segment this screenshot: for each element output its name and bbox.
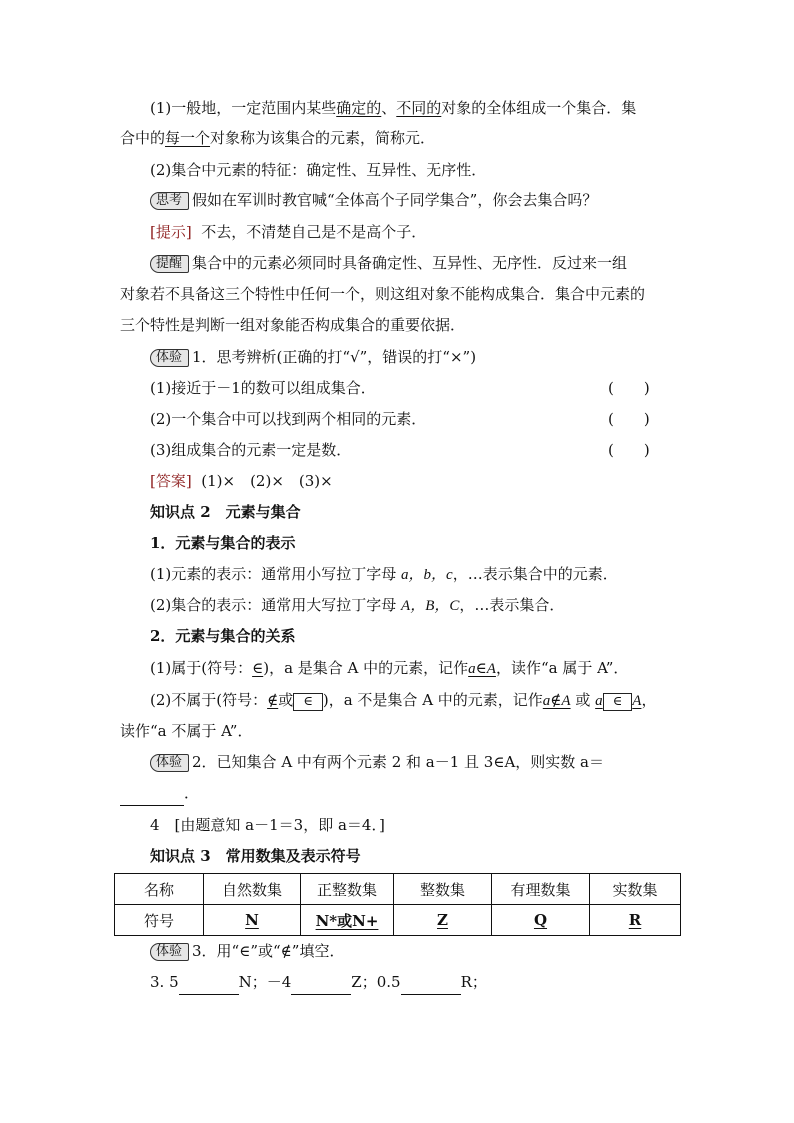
- hint-line: [150, 222, 426, 242]
- text: 合中的: [120, 129, 166, 147]
- exercise-3-text: 3．用“∈”或“∉”填空．: [192, 942, 345, 960]
- answer-parentheses: ( ): [608, 410, 650, 428]
- subheading-representation: 1．元素与集合的表示: [150, 534, 296, 552]
- text: )，a 是集合 A 中的元素，记作: [263, 659, 469, 677]
- table-header-cell: 实数集: [590, 874, 681, 905]
- answer-text: (1)× (2)× (3)×: [201, 472, 333, 490]
- table-header-cell: 名称: [115, 874, 204, 905]
- table-row: [115, 905, 681, 936]
- remind-tag: 提醒: [150, 255, 189, 273]
- text: (2)集合的表示：通常用大写拉丁字母: [150, 596, 397, 614]
- exercise-2-line: [150, 752, 604, 772]
- answer-blank: [291, 974, 351, 995]
- answer-blank: [120, 785, 184, 806]
- comma: ，: [641, 691, 657, 709]
- element-representation-line: [150, 564, 618, 585]
- text: Z；0.5: [351, 973, 401, 991]
- exercise-1-item-3: (3)组成集合的元素一定是数．: [150, 441, 352, 459]
- text: N；－4: [238, 973, 292, 991]
- math-expression: a∉A: [542, 693, 571, 709]
- text: (2)不属于(符号：: [150, 691, 268, 709]
- text: ，…表示集合中的元素．: [452, 565, 618, 583]
- symbol-cell: N*或N+: [301, 905, 394, 936]
- underlined-term: 每一个: [165, 129, 211, 147]
- text: 3. 5: [150, 973, 179, 991]
- section-heading-kp3: 知识点 3 常用数集及表示符号: [150, 847, 361, 865]
- text: 、: [381, 99, 397, 117]
- answer-parentheses: ( ): [608, 379, 650, 397]
- section-heading-kp2: 知识点 2 元素与集合: [150, 503, 301, 521]
- exercise-1-item-1: (1)接近于－1的数可以组成集合．: [150, 379, 376, 397]
- text: 对象的全体组成一个集合．集: [441, 99, 637, 117]
- experience-tag: 体验: [150, 943, 189, 961]
- table-header-cell: 正整数集: [301, 874, 394, 905]
- experience-tag: 体验: [150, 754, 189, 772]
- exercise-3-line: [150, 941, 344, 961]
- text: 或: [575, 691, 591, 709]
- text: (1)一般地，一定范围内某些: [150, 99, 337, 117]
- not-belongs-symbol: ∉: [267, 691, 279, 709]
- remind-line-3: 三个特性是判断一组对象能否构成集合的重要依据．: [120, 316, 466, 334]
- symbol-cell: R: [590, 905, 681, 936]
- underlined-term: 确定的: [336, 99, 382, 117]
- math-var: A: [632, 693, 642, 709]
- features-line: (2)集合中元素的特征：确定性、互异性、无序性．: [150, 161, 487, 179]
- answer-tag: [答案]: [150, 472, 192, 490]
- answer-parentheses: ( ): [608, 441, 650, 459]
- definition-line-1: [150, 98, 636, 118]
- text: ．: [184, 784, 200, 802]
- belongs-line: [150, 658, 628, 679]
- not-belongs-line: [150, 690, 656, 711]
- exercise-2-answer: 4 [由题意知 a－1＝3，即 a＝4．]: [150, 816, 385, 834]
- text: )，a 不是集合 A 中的元素，记作: [322, 691, 543, 709]
- experience-tag: 体验: [150, 349, 189, 367]
- set-representation-line: [150, 595, 564, 616]
- math-vars: A，B，C: [401, 598, 460, 614]
- exercise-2-text: 2．已知集合 A 中有两个元素 2 和 a－1 且 3∈A，则实数 a＝: [192, 753, 604, 771]
- exercise-1-title: [150, 347, 476, 367]
- hint-tag: [提示]: [150, 223, 192, 241]
- exercise-2-blank-line: [120, 783, 199, 806]
- table-header-cell: 整数集: [394, 874, 492, 905]
- think-line: [150, 190, 597, 210]
- text: 对象称为该集合的元素，简称元．: [210, 129, 436, 147]
- think-tag: 思考: [150, 192, 189, 210]
- hint-text: 不去，不清楚自己是不是高个子．: [201, 223, 427, 241]
- text: ，…表示集合．: [459, 596, 565, 614]
- remind-line-1: [150, 253, 627, 273]
- remind-line-2: 对象若不具备这三个特性中任何一个，则这组对象不能构成集合．集合中元素的: [120, 285, 646, 303]
- definition-line-2: [120, 128, 435, 148]
- think-text: 假如在军训时教官喊“全体高个子同学集合”，你会去集合吗？: [192, 191, 598, 209]
- table-header-cell: 有理数集: [492, 874, 590, 905]
- exercise-title-text: 1．思考辨析(正确的打“√”，错误的打“×”): [192, 348, 477, 366]
- underlined-term: 不同的: [396, 99, 442, 117]
- belongs-symbol: ∈: [252, 659, 264, 677]
- number-sets-table: [114, 873, 681, 936]
- remind-text: 集合中的元素必须同时具备确定性、互异性、无序性．反过来一组: [192, 254, 628, 272]
- math-expression: a∈A: [468, 661, 496, 677]
- exercise-1-answer: [150, 471, 333, 491]
- table-row: [115, 874, 681, 905]
- answer-blank: [401, 974, 461, 995]
- table-row-label: 符号: [115, 905, 204, 936]
- symbol-cell: N: [204, 905, 301, 936]
- subheading-relation: 2．元素与集合的关系: [150, 627, 296, 645]
- symbol-cell: Z: [394, 905, 492, 936]
- answer-blank: [179, 974, 239, 995]
- text: (1)元素的表示：通常用小写拉丁字母: [150, 565, 397, 583]
- math-vars: a，b，c: [401, 567, 453, 583]
- symbol-cell: Q: [492, 905, 590, 936]
- exercise-3-questions: [150, 972, 487, 995]
- text: 或: [278, 691, 294, 709]
- exercise-1-item-2: (2)一个集合中可以找到两个相同的元素．: [150, 410, 427, 428]
- text: R；: [460, 973, 487, 991]
- not-belongs-line-2: 读作“a 不属于 A”．: [120, 722, 253, 740]
- boxed-belongs-symbol: ∈: [603, 693, 633, 711]
- math-var: a: [595, 693, 603, 709]
- boxed-belongs-symbol: ∈: [293, 693, 323, 711]
- table-header-cell: 自然数集: [204, 874, 301, 905]
- text: (1)属于(符号：: [150, 659, 253, 677]
- text: ，读作“a 属于 A”．: [495, 659, 629, 677]
